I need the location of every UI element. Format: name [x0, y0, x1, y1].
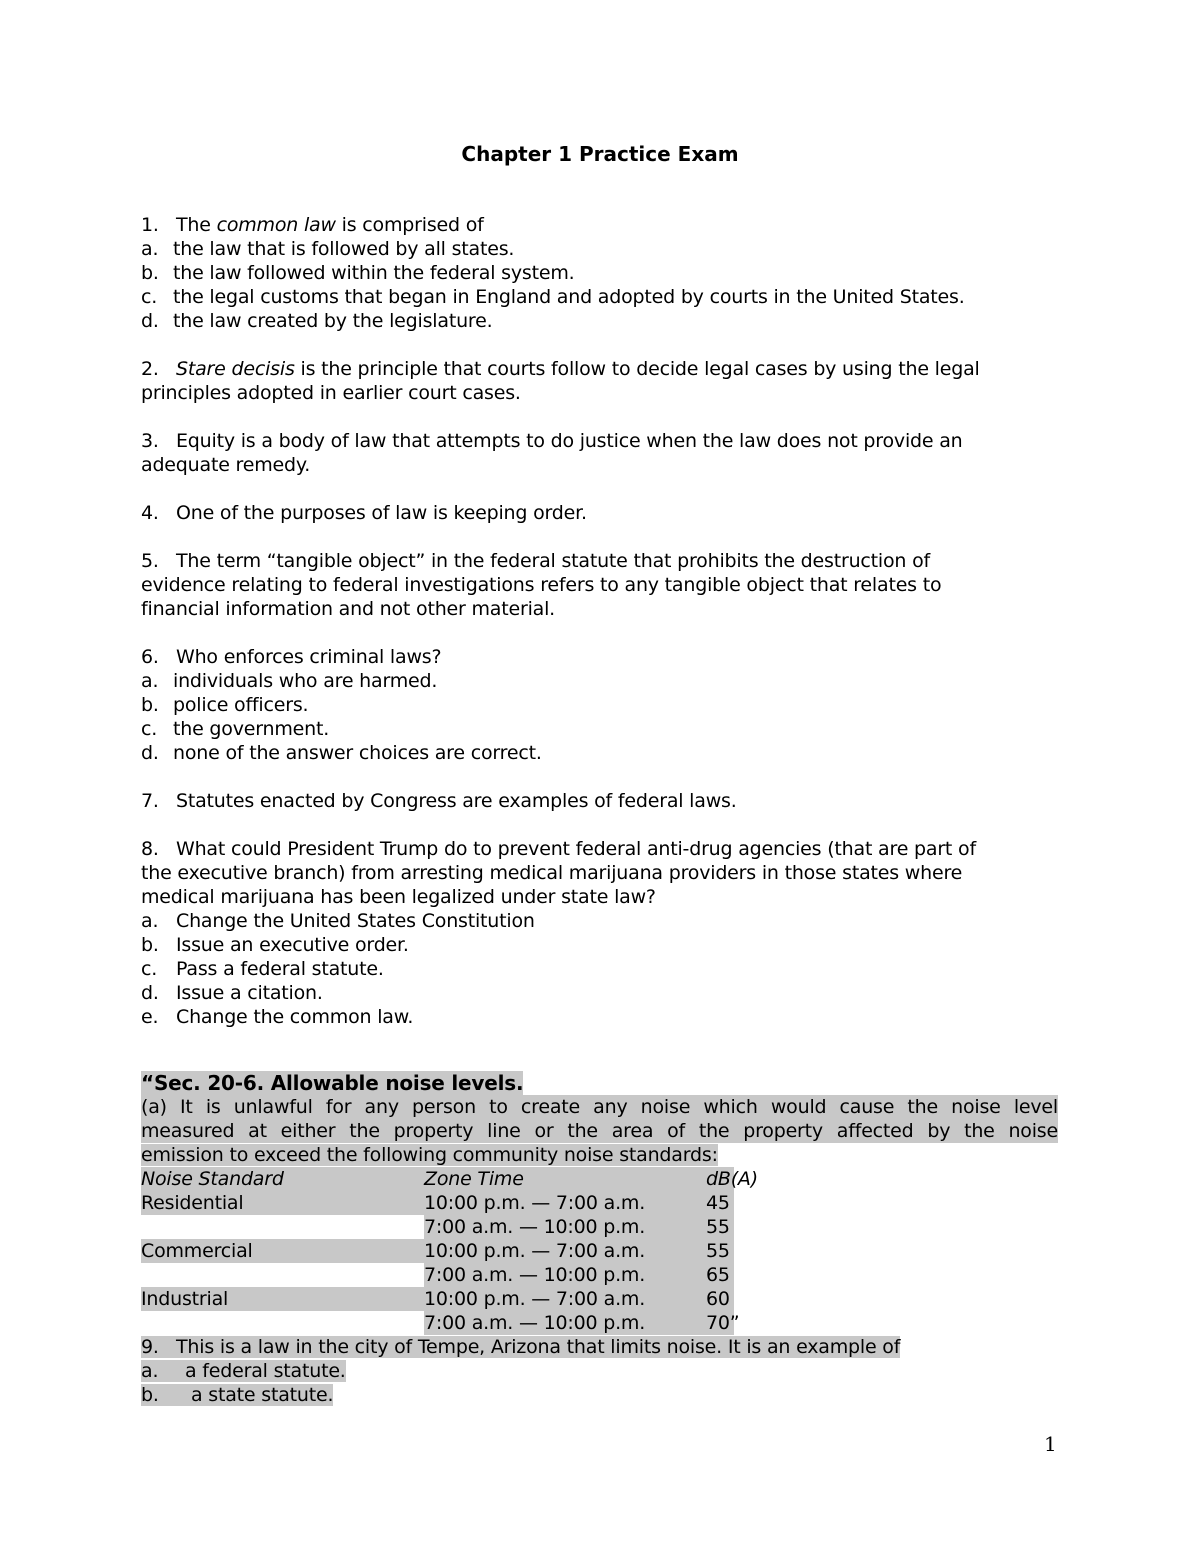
option-letter: b. — [141, 934, 159, 956]
question-text: Equity is a body of law that attempts to do justice when the law does not provide an — [176, 430, 963, 452]
question-text: principles adopted in earlier court cases. — [141, 382, 521, 404]
question-text: The term “tangible object” in the federal statute that prohibits the destruction of — [176, 550, 931, 572]
header-db: dB(A) — [706, 1168, 758, 1190]
option-letter: d. — [141, 982, 159, 1004]
question-number: 8. — [141, 838, 159, 860]
table-row — [141, 1287, 1058, 1311]
cell-db: 60 — [706, 1288, 730, 1310]
option-text: Change the United States Constitution — [176, 910, 535, 932]
table-row — [141, 1191, 1058, 1215]
option-letter: a. — [141, 1360, 159, 1382]
cell-db: 45 — [706, 1192, 730, 1214]
option-text: Pass a federal statute. — [176, 958, 384, 980]
option-text: none of the answer choices are correct. — [173, 742, 542, 764]
answer-option — [141, 285, 1061, 309]
answer-option — [141, 717, 1061, 741]
table-row — [141, 1311, 1058, 1335]
question-6 — [141, 645, 1061, 669]
cell-standard: Residential — [141, 1192, 244, 1214]
noise-table-header — [141, 1167, 1058, 1191]
question-text: is the principle that courts follow to decide legal cases by using the legal — [294, 358, 980, 380]
answer-option — [141, 1005, 1061, 1029]
question-text: What could President Trump do to prevent federal anti-drug agencies (that are part of — [176, 838, 976, 860]
cell-zone: 7:00 a.m. — 10:00 p.m. — [424, 1312, 646, 1334]
option-text: Change the common law. — [176, 1006, 414, 1028]
table-row — [141, 1239, 1058, 1263]
question-number: 7. — [141, 790, 159, 812]
answer-option — [141, 981, 1061, 1005]
answer-option — [141, 741, 1061, 765]
question-text: This is a law in the city of Tempe, Arizona that limits noise. It is an example of — [176, 1336, 901, 1358]
ordinance-text: measured at either the property line or the area of the property affected by the noise — [141, 1120, 1058, 1142]
option-letter: a. — [141, 238, 159, 260]
question-text: the executive branch) from arresting medical marijuana providers in those states where — [141, 862, 963, 884]
noise-ordinance-block — [141, 1071, 1058, 1407]
option-letter: e. — [141, 1006, 159, 1028]
question-number: 4. — [141, 502, 159, 524]
answer-option — [141, 237, 1061, 261]
section-heading: “Sec. 20-6. Allowable noise levels. — [141, 1071, 524, 1095]
answer-option — [141, 909, 1061, 933]
cell-zone: 7:00 a.m. — 10:00 p.m. — [424, 1216, 646, 1238]
question-text: evidence relating to federal investigations refers to any tangible object that relates to — [141, 574, 942, 596]
question-text: Who enforces criminal laws? — [176, 646, 442, 668]
option-letter: b. — [141, 694, 159, 716]
answer-option — [141, 933, 1061, 957]
question-text: medical marijuana has been legalized under state law? — [141, 886, 656, 908]
header-standard: Noise Standard — [141, 1168, 284, 1190]
cell-zone: 10:00 p.m. — 7:00 a.m. — [424, 1240, 646, 1262]
question-8 — [141, 837, 1061, 861]
answer-option — [141, 1359, 1058, 1383]
question-text: financial information and not other material. — [141, 598, 556, 620]
option-letter: a. — [141, 910, 159, 932]
question-3 — [141, 429, 1061, 453]
option-letter: d. — [141, 742, 159, 764]
cell-db: 70” — [706, 1312, 740, 1334]
question-number: 9. — [141, 1336, 159, 1358]
option-text: the legal customs that began in England and adopted by courts in the United States. — [173, 286, 965, 308]
option-text: the law followed within the federal system. — [173, 262, 575, 284]
ordinance-text: emission to exceed the following community noise standards: — [141, 1144, 718, 1166]
answer-option — [141, 261, 1061, 285]
option-text: a federal statute. — [185, 1360, 346, 1382]
answer-option — [141, 1383, 1058, 1407]
option-text: Issue an executive order. — [176, 934, 409, 956]
option-text: the law that is followed by all states. — [173, 238, 515, 260]
question-number: 5. — [141, 550, 159, 572]
question-2 — [141, 357, 1061, 381]
option-text: individuals who are harmed. — [173, 670, 438, 692]
ordinance-text-row — [141, 1143, 1058, 1167]
question-number: 6. — [141, 646, 159, 668]
option-letter: c. — [141, 958, 158, 980]
cell-db: 55 — [706, 1216, 730, 1238]
option-letter: b. — [141, 1384, 159, 1406]
cell-zone: 10:00 p.m. — 7:00 a.m. — [424, 1288, 646, 1310]
option-text: the law created by the legislature. — [173, 310, 493, 332]
question-number: 1. — [141, 214, 159, 236]
question-text: Statutes enacted by Congress are examples of federal laws. — [176, 790, 737, 812]
emphasized-term: Stare decisis — [176, 358, 295, 380]
option-text: police officers. — [173, 694, 309, 716]
answer-option — [141, 957, 1061, 981]
page-number: 1 — [1044, 1432, 1057, 1456]
option-letter: c. — [141, 718, 158, 740]
option-letter: c. — [141, 286, 158, 308]
question-4 — [141, 501, 1061, 525]
cell-zone: 10:00 p.m. — 7:00 a.m. — [424, 1192, 646, 1214]
option-text: Issue a citation. — [176, 982, 323, 1004]
answer-option — [141, 309, 1061, 333]
cell-db: 55 — [706, 1240, 730, 1262]
page-title: Chapter 1 Practice Exam — [461, 142, 739, 166]
option-letter: d. — [141, 310, 159, 332]
question-number: 3. — [141, 430, 159, 452]
question-text: The — [176, 214, 217, 236]
option-letter: b. — [141, 262, 159, 284]
questions-block — [141, 213, 1061, 1029]
cell-standard: Commercial — [141, 1240, 253, 1262]
question-number: 2. — [141, 358, 159, 380]
cell-zone: 7:00 a.m. — 10:00 p.m. — [424, 1264, 646, 1286]
answer-option — [141, 693, 1061, 717]
question-text: One of the purposes of law is keeping order. — [176, 502, 587, 524]
table-row — [141, 1263, 1058, 1287]
question-5 — [141, 549, 1061, 573]
option-letter: a. — [141, 670, 159, 692]
question-text: is comprised of — [335, 214, 484, 236]
cell-standard: Industrial — [141, 1288, 229, 1310]
header-zone: Zone Time — [424, 1168, 524, 1190]
option-text: the government. — [173, 718, 330, 740]
emphasized-term: common law — [216, 214, 336, 236]
option-text: a state statute. — [191, 1384, 334, 1406]
ordinance-text: (a) It is unlawful for any person to create any noise which would cause the noise level — [141, 1096, 1058, 1118]
question-text: adequate remedy. — [141, 454, 311, 476]
cell-db: 65 — [706, 1264, 730, 1286]
answer-option — [141, 669, 1061, 693]
question-9 — [141, 1335, 1058, 1359]
table-row — [141, 1215, 1058, 1239]
question-7 — [141, 789, 1061, 813]
question-1 — [141, 213, 1061, 237]
